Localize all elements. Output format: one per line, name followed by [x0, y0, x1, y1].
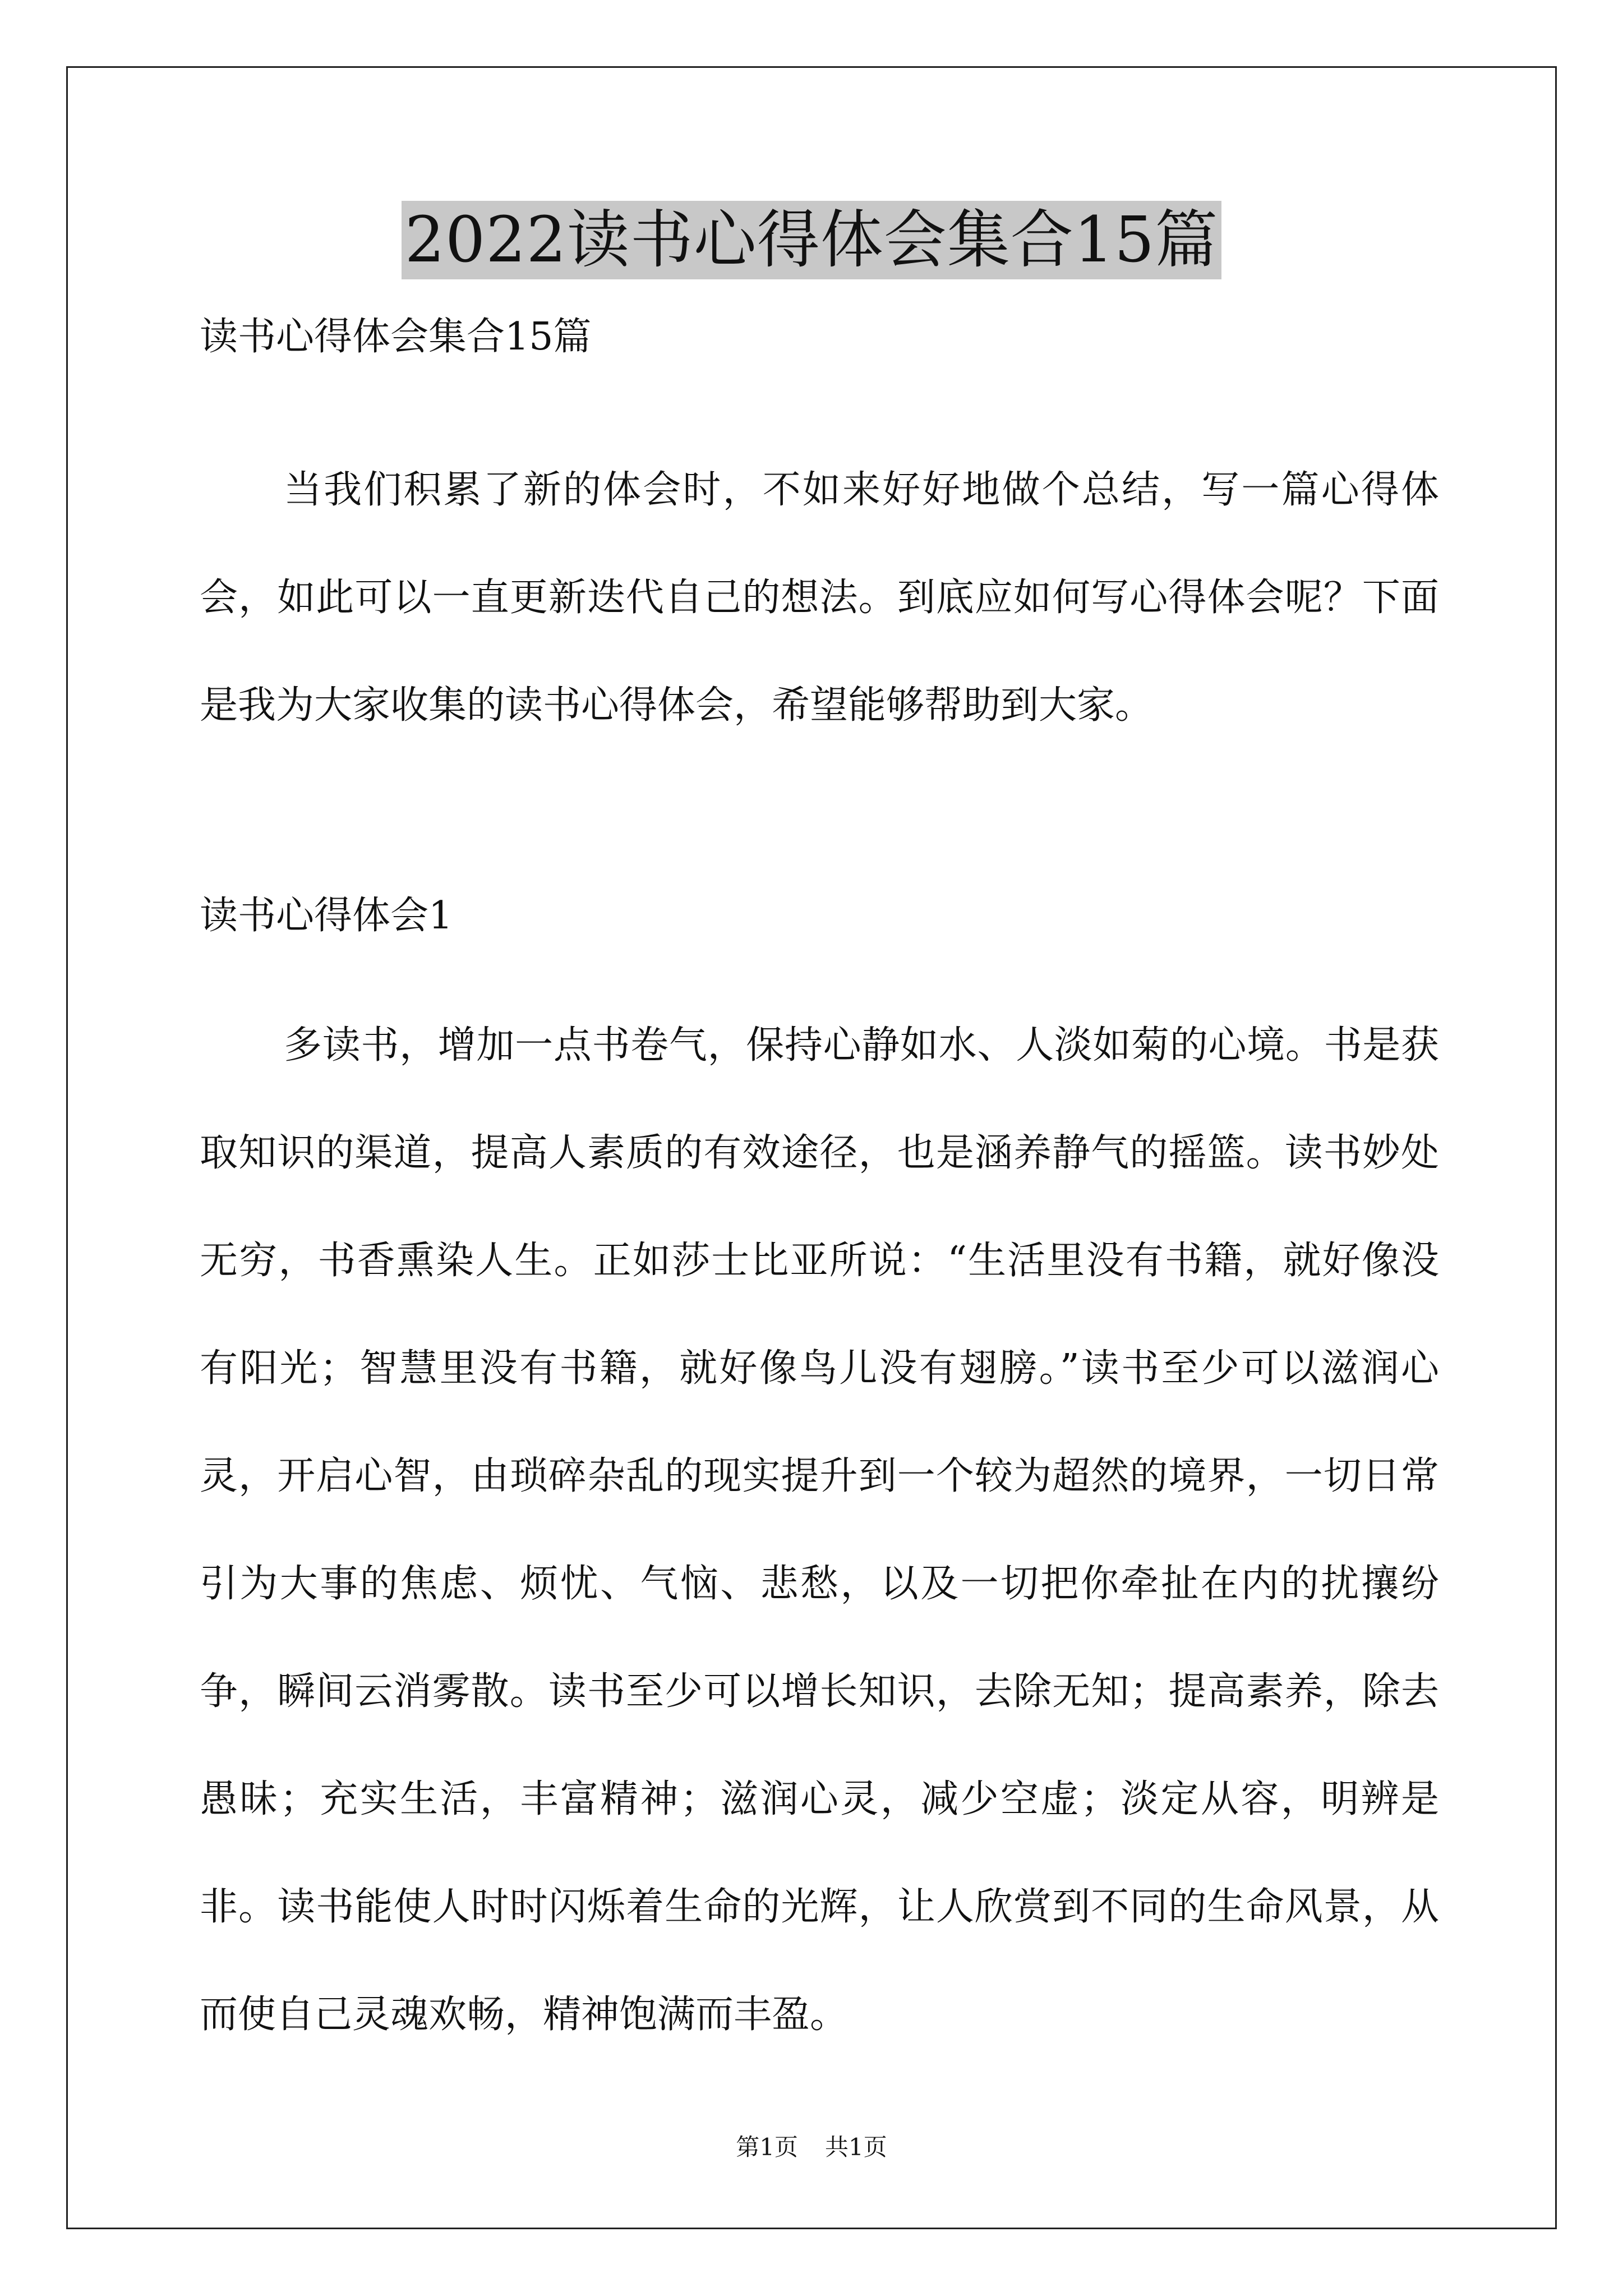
section-paragraph: 多读书，增加一点书卷气，保持心静如水、人淡如菊的心境。书是获取知识的渠道，提高人素质的有效途径，也是涵养静气的摇篮。读书妙处无穷，书香熏染人生。正如莎士比亚所说：“生活里没有书籍，就好像没有阳光；智慧里没有书籍，就好像鸟儿没有翅膀。”读书至少可以滋润心灵，开启心智，由琐碎杂乱的现实提升到一个较为超然的境界，一切日常引为大事的焦虑、烦忧、气恼、悲愁，以及一切把你牵扯在内的扰攘纷争，瞬间云消雾散。读书至少可以增长知识，去除无知；提高素养，除去愚昧；充实生活，丰富精神；滋润心灵，减少空虚；淡定从容，明辨是非。读书能使人时时闪烁着生命的光辉，让人欣赏到不同的生命风景，从而使自己灵魂欢畅，精神饱满而丰盈。	[200, 1023, 1439, 2037]
document-title: 2022读书心得体会集合15篇	[402, 201, 1222, 279]
page-footer	[0, 2131, 1623, 2164]
title-container	[0, 201, 1623, 279]
intro-paragraph: 当我们积累了新的体会时，不如来好好地做个总结，写一篇心得体会，如此可以一直更新迭代自己的想法。到底应如何写心得体会呢？下面是我为大家收集的读书心得体会，希望能够帮助到大家。	[200, 468, 1439, 728]
document-subtitle: 读书心得体会集合15篇	[200, 315, 592, 359]
page-total: 共1页	[825, 2133, 887, 2161]
section-heading: 读书心得体会1	[200, 894, 453, 938]
page-number: 第1页	[736, 2133, 798, 2161]
